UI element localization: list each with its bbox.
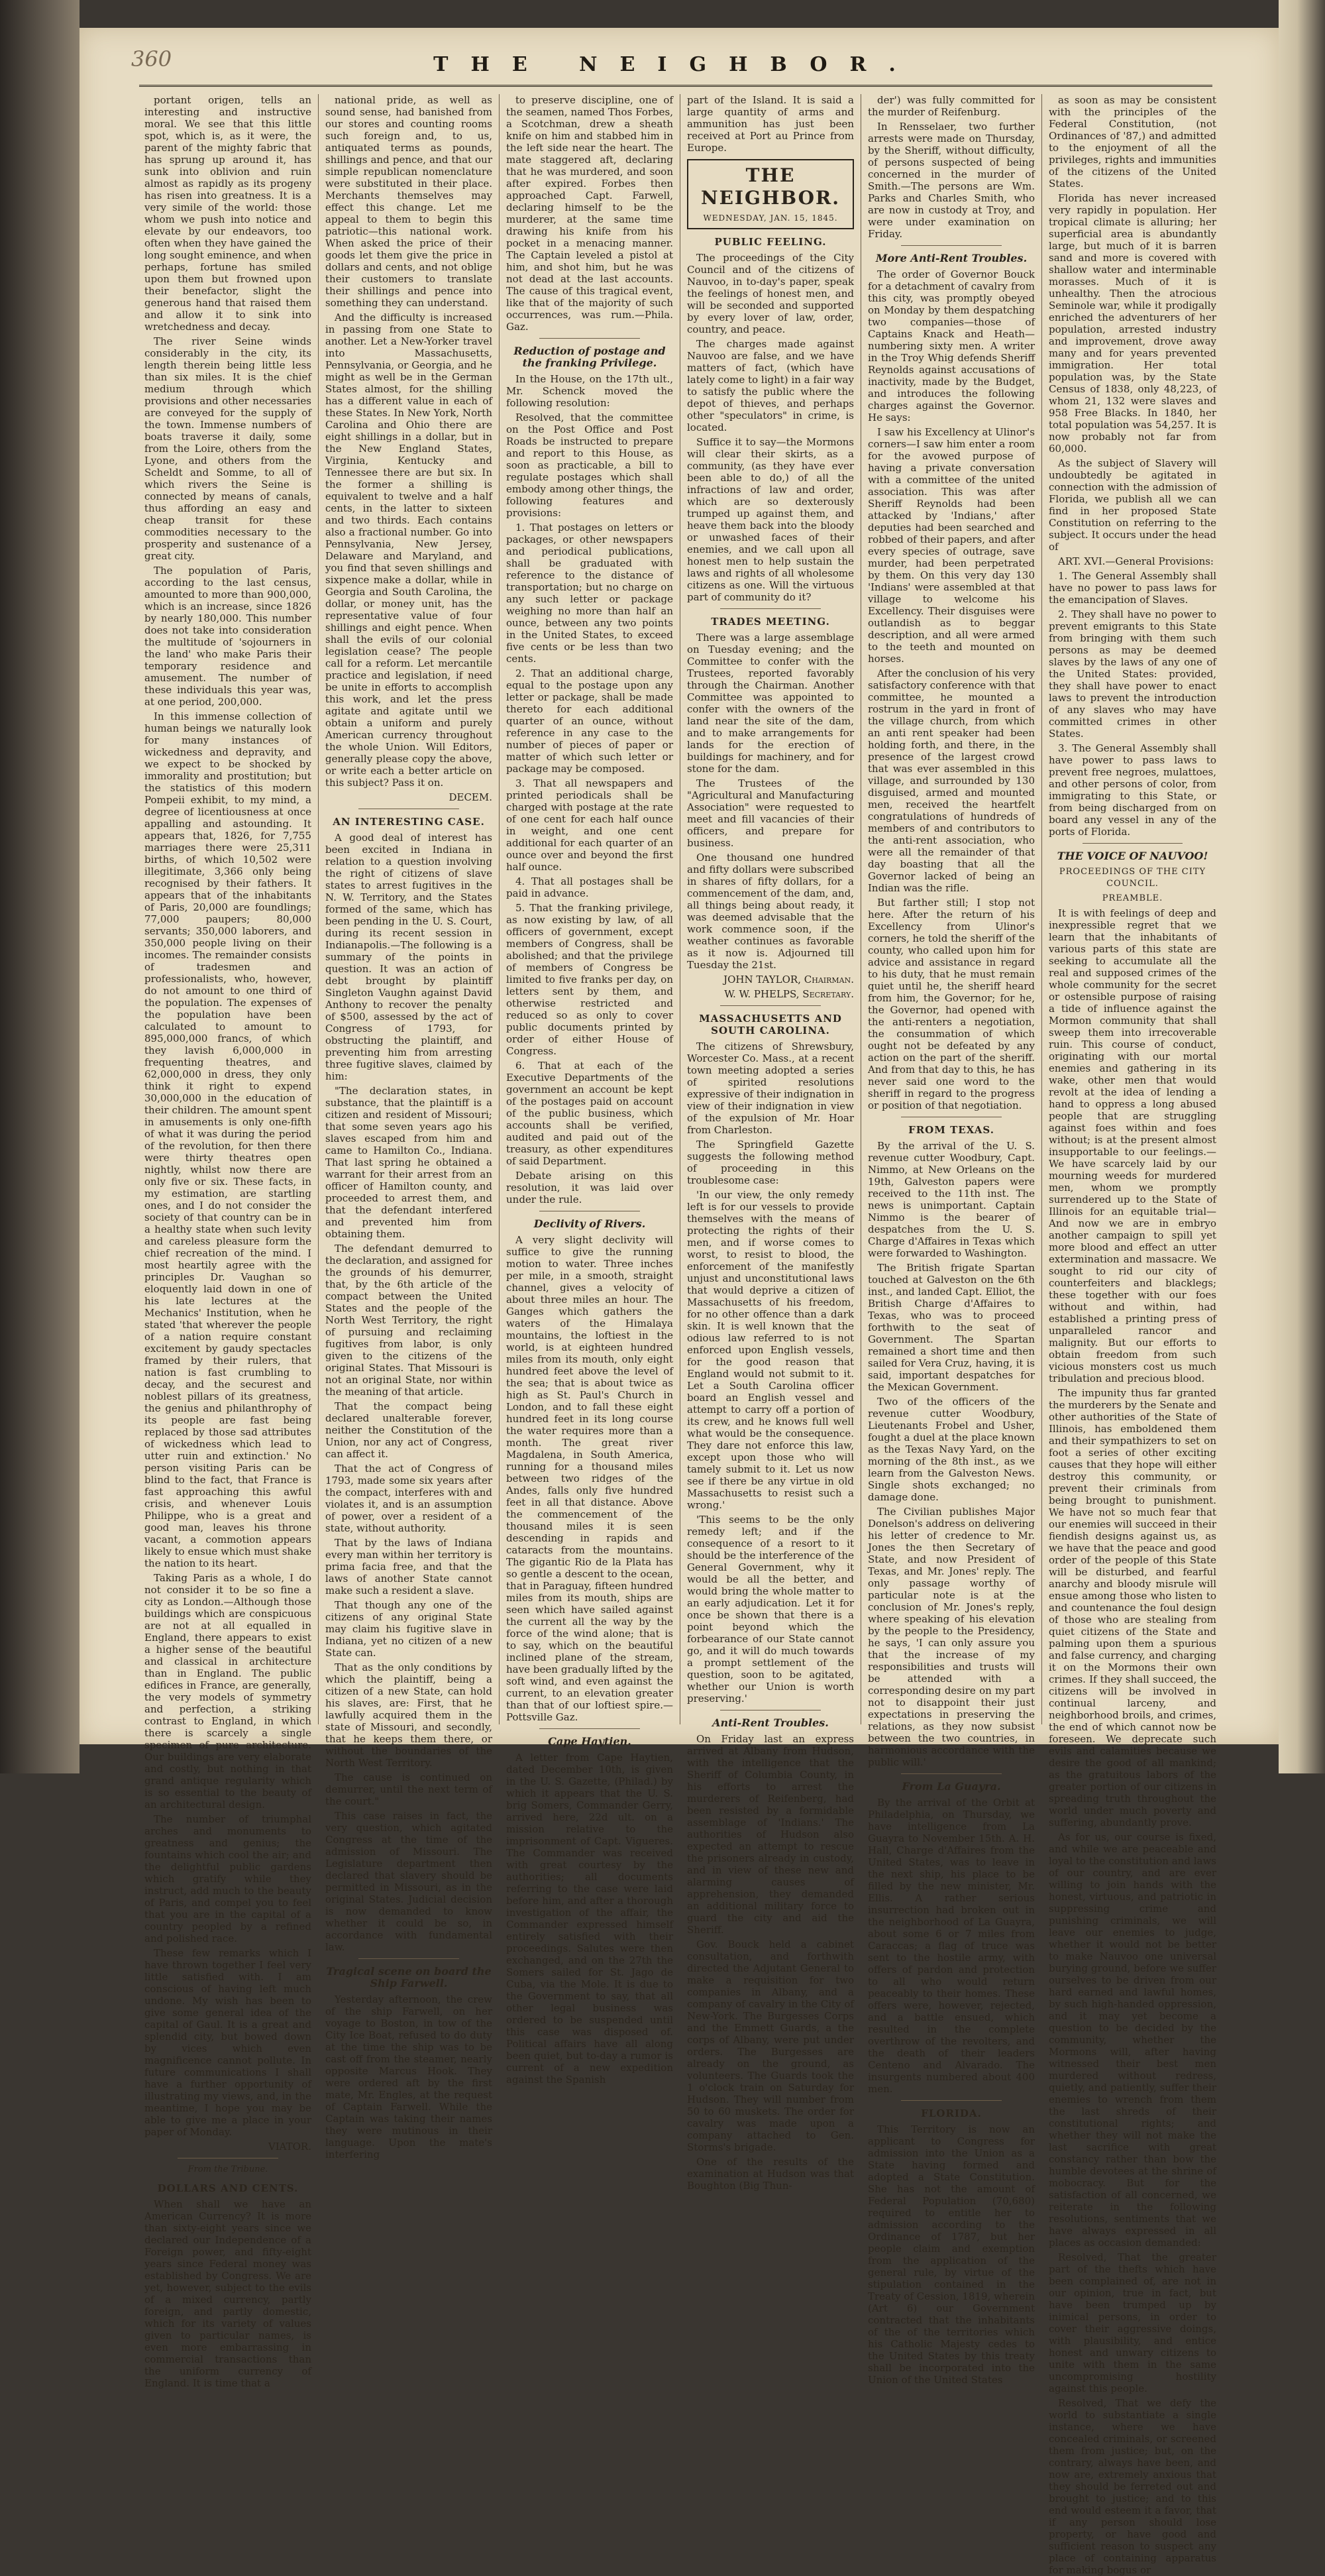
article-paragraph: But farther still; I stop not here. After the return of his Excellency from Ulinor's corners, he told the sheriff of the county, who called upon him for advice and assistance in regard to his duty, that he must remain quiet until he, the sheriff heard from him, the Governor; for he, the Governor, had opened with the anti-renters a negotiation, the consummation of which ought not be defeated by any action on the part of the sheriff. And from that day to this, he has never said one word to the sheriff in regard to the progress or position of that negotiation. (868, 897, 1035, 1111)
article-paragraph: That by the laws of Indiana every man within her territory is prima facia free, and that the laws of another State cannot make such a resident a slave. (325, 1537, 492, 1596)
article-heading: Reduction of postage and the franking Privilege. (513, 345, 666, 369)
article-paragraph: "The declaration states, in substance, that the plaintiff is a citizen and resident of Missouri; that some seven years ago his slaves escaped from him and came to Hamilton Co., Indiana. That last spring he obtained a warrant for their arrest from an officer of Hamilton county, and proceeded to arrest them, and that the defendant interfered and prevented him from obtaining them. (325, 1085, 492, 1240)
article-paragraph: That the act of Congress of 1793, made some six years after the compact, interferes with and violates it, and is an assumption of power, over a resident of a state, without authority. (325, 1463, 492, 1534)
divider (1083, 843, 1183, 844)
divider (720, 608, 820, 609)
article-heading: FROM TEXAS. (908, 1124, 994, 1136)
columns (138, 94, 1224, 2576)
article-heading: More Anti-Rent Troubles. (875, 252, 1028, 264)
article-paragraph: 'This seems to be the only remedy left; and if the consequence of a resort to it should be the interference of the General Government, why it would be all the better, and would bring the whole matter to an early adjudication. Let it for once be shown that there is a point beyond which the forbearance of our State cannot go, and it will do much towards a prompt settlement of the question, soon to be agitated, whether our Union is worth preserving.' (687, 1514, 854, 1705)
article-paragraph: The cause is continued on demurrer, until the next term of the court." (325, 1771, 492, 1807)
article-paragraph: The defendant demurred to the declaration, and assigned for the grounds of his demurrer, that, by the 6th article of the compact between the United States and the people of the North West Territory, the right of pursuing and reclaiming fugitives from labor, is only given to the citizens of the original States. That Missouri is not an original State, nor within the meaning of that article. (325, 1243, 492, 1398)
article-heading: TRADES MEETING. (711, 616, 830, 628)
article-paragraph: The charges made against Nauvoo are false, and we have matters of fact, (which have lately come to light) in a fair way to satisfy the public where the depot of thieves, and perhaps other "speculators" in crime, is located. (687, 338, 854, 433)
article-paragraph: Debate arising on this resolution, it was laid over under the rule. (506, 1170, 673, 1205)
article-paragraph: 2. That an additional charge, equal to the postage upon any letter or package, shall be made thereto for each additional quarter of an ounce, without reference in any case to the number of pieces of paper or matter of which such letter or package may be composed. (506, 667, 673, 775)
divider (539, 1728, 639, 1729)
article-paragraph: There was a large assemblage on Tuesday evening; and the Committee to confer with the Trustees, reported favorably through the Chairman. Another Committee was appointed to confer with the owners of the land near the site of the dam, and to make arrangements for lands for the erection of buildings for machinery, and for stone for the dam. (687, 632, 854, 775)
book-spine (0, 0, 80, 1773)
article-subheading: PROCEEDINGS OF THE CITY COUNCIL. (1059, 867, 1206, 889)
nameplate-title: THE NEIGHBOR. (701, 164, 840, 209)
signature: JOHN TAYLOR, Chairman. (723, 974, 854, 985)
article-paragraph: When shall we have an American Currency? It is more than sixty-eight years since we declared our Independence of a Foreign power, and fifty-eight years since Federal money was established by Congress. We are yet, however, subject to the evils of a mixed currency, partly foreign, and partly domestic, which for its variety of values given to particular names, is even more embarrassing in commercial transactions than the uniform currency of England. It is time that a (144, 2198, 311, 2389)
nameplate (687, 159, 854, 229)
article-heading: AN INTERESTING CASE. (333, 816, 485, 828)
article-paragraph: The impunity thus far granted the murderers by the Senate and other authorities of the State of Illinois, has emboldened them and their sympathizers to set on foot a series of other exciting causes that they hope will either destroy this community, or prevent their criminals from being brought to punishment. We have not so much fear that our enemies will succeed in their fiendish designs against us, as we have that the peace and good order of the people of this State will be disturbed, and fearful anarchy and bloody misrule will ensue among those who listen to and countenance the foul design of those who are stealing from quiet citizens of the State and palming upon them a spurious and false currency, and charging it on the Mormons their own crimes. If they shall succeed, the citizens will be involved in continual larceny, and neighborhood broils, and crimes, the end of which cannot now be foreseen. We deprecate such evils and calamities because we desire the good of all mankind; as the gratuitous labors of the greater portion of our citizens in spreading truth throughout the world under much poverty and suffering, abundantly prove. (1049, 1387, 1216, 1828)
article-paragraph: Two of the officers of the revenue cutter Woodbury, Lieutenants Frobel and Usher, fought a duel at the place known as the Texas Navy Yard, on the morning of the 8th inst., as we learn from the Galveston News. Single shots exchanged; no damage done. (868, 1396, 1035, 1503)
article-heading: MASSACHUSETTS AND SOUTH CAROLINA. (699, 1013, 842, 1036)
article-paragraph: 3. That all newspapers and printed periodicals shall be charged with postage at the rate of one cent for each half ounce in weight, and one cent additional for each quarter of an ounce over and beyond the first half ounce. (506, 777, 673, 873)
column-5 (861, 94, 1042, 2386)
column-4 (680, 94, 861, 2192)
divider (539, 338, 639, 339)
article-paragraph: By the arrival of the U. S. revenue cutter Woodbury, Capt. Nimmo, at New Orleans on the 19th, Galveston papers were received to the 11th inst. The news is unimportant. Captain Nimmo is the bearer of despatches from the U. S. Charge d'Affaires in Texas which were forwarded to Washington. (868, 1140, 1035, 1259)
article-paragraph: Gov. Bouck held a cabinet consultation, and forthwith directed the Adjutant General to make a requisition for two companies in Albany, and a company of cavalry in the City of New-York. The Burgesses Corps and the Emmett Guards, a the corps of Albany, were put under orders. The Burgesses are already on the ground, as volunteers. The Guards took the 1 o'clock train on Saturday for Hudson. They will number from 50 to 60 muskets. The order for cavalry was made upon a company attached to Gen. Storms's brigade. (687, 1938, 854, 2153)
article-heading: DOLLARS AND CENTS. (157, 2182, 299, 2194)
article-paragraph: And the difficulty is increased in passing from one State to another. Let a New-Yorker travel into Massachusetts, Pennsylvania, or Georgia, and he might as well be in the German States almost, for the shilling has a different value in each of these States. In New York, North Carolina and Ohio there are eight shillings in a dollar, but in the New England States, Virginia, Kentucky and Tennessee there are but six. In the former a shilling is equivalent to twelve and a half cents, in the latter to sixteen and two thirds. Each contains also a fractional number. Go into Pennsylvania, New Jersey, Delaware and Maryland, and you find that seven shillings and sixpence make a dollar, while in Georgia and South Carolina, the dollar, or money unit, has the representative value of four shillings and eight pence. When shall the evils of our colonial legislation cease? The people call for a reform. Let mercantile practice and legislation, if need be unite in efforts to accomplish this work, and let the press agitate and agitate until we obtain a uniform and purely American currency throughout the whole Union. Will Editors, generally please copy the above, or write each a better article on this subject? Pass it on. (325, 311, 492, 789)
signature: DECEM. (449, 791, 492, 803)
article-paragraph: Suffice it to say—the Mormons will clear their skirts, as a community, (as they have ever been able to do,) of all the infractions of law and order, which are so dexterously trumped up against them, and heave them back into the bloody or unwashed faces of their enemies, and we call upon all honest men to help sustain the laws and rights of all wholesome citizens as one. Will the virtuous part of community do it? (687, 436, 854, 603)
article-paragraph: Taking Paris as a whole, I do not consider it to be so fine a city as London.—Although those buildings which are conspicuous are not at all equalled in England, there appears to exist a higher sense of the beautiful and classical in architecture than in England. The public edifices in France, are generally, the very models of symmetry and perfection, a striking contrast to England, in which there is scarcely a single specimen of pure architecture. Our buildings are very elaborate and costly, but nothing in that grand antique regularity which is so essential to the beauty of an architectural design. (144, 1572, 311, 1811)
article-paragraph: ART. XVI.—General Provisions: (1058, 555, 1214, 567)
signature: VIATOR. (268, 2141, 311, 2153)
article-paragraph: That as the only conditions by which the plaintiff, being a citizen of a new State, can hold his slaves, are: First, that he lawfully acquired them in the state of Missouri, and secondly, that he keeps them there, or without the boundaries of the North West Territory. (325, 1661, 492, 1769)
article-paragraph: 1. That postages on letters or packages, or other newspapers and periodical publications, shall be graduated with reference to the distance of transportation; but no charge on any such letter or package weighing no more than half an ounce, between any two points in the United States, to exceed five cents or be less than two cents. (506, 522, 673, 665)
article-paragraph: The river Seine winds considerably in the city, its length therein being little less than six miles. It is the chief medium through which provisions and other necessaries are conveyed for the supply of the town. Immense numbers of boats traverse it daily, some from the Loire, others from the Lyone, and others from the Scheldt and Somme, to all of which rivers the Seine is connected by means of canals, thus affording an easy and cheap transit for these commodities necessary to the prosperity and sustenance of a great city. (144, 335, 311, 562)
article-paragraph: The Trustees of the "Agricultural and Manufacturing Association" were requested to meet and fill vacancies of their officers, and prepare for business. (687, 777, 854, 849)
article-paragraph: By the arrival of the Orbit at Philadelphia, on Thursday, we have intelligence from La Guayra to November 15th. A. H. Hall, Charge d'Affaires from the United States, was to leave in the next ship, his place to be filled by the new minister, Mr. Ellis. A rather serious insurrection had broken out in the neighborhood of La Guayra, about some 6 or 7 miles from Caraccas; a flag of truce was sent to the hostile army, with offers of pardon and protection to all who would return peaceably to their homes. These offers were, however, rejected, and a battle ensued, which resulted in the complete overthrow of the revolters, and the death of their leaders Centeno and Alvarado. The insurgents numbered about 400 men. (868, 1797, 1035, 2095)
article-paragraph: The citizens of Shrewsbury, Worcester Co. Mass., at a recent town meeting adopted a series of spirited resolutions expressive of their indignation in view of their indignation in view of the expulsion of Mr. Hoar from Charleston. (687, 1040, 854, 1136)
article-paragraph: 'In our view, the only remedy left is for our vessels to provide themselves with the means of protecting the rights of their men, and if worse comes to worst, to resist to blood, the enforcement of the manifestly unjust and unconstitutional laws that would deprive a citizen of Massachusetts of his freedom, for no other offence than a dark skin. It is well known that the odious law referred to is not enforced upon English vessels, for the good reason that England would not submit to it. Let a South Carolina officer board an English vessel and attempt to carry off a portion of its crew, and he knows full well what would be the consequence. They dare not enforce this law, except upon those who will tamely submit to it. Let us now see if there be any virtue in old Massachusetts to resist such a wrong.' (687, 1189, 854, 1511)
article-paragraph: This Territory is now an applicant to Congress for admission into the Union as a State having formed and adopted a State Constitution. She has not the amount of Federal Population (70,680) required to entitle her to admission according to the Ordinance of 1787, but her people claim and exemption from the application of the general rule, by virtue of the stipulation contained in the Treaty of Cession, 1819, wherein (Art 6) our Government contracted that the inhabitants of the of the territories which his Catholic Majesty cedes to the United States by this treaty shall be incorporated into the Union of the United States (868, 2123, 1035, 2386)
newspaper-page (80, 28, 1279, 2576)
article-paragraph: On Friday last an express arrived at Albany from Hudson, with the intelligence that the Sheriff of Columbia County, in his efforts to arrest the murderers of Reifenberg, had been resisted by a formidable assemblage of 'Indians.' The authorities of Hudson also expected an attempt to rescue the prisoners already in custody, and in view of these new and alarming causes of apprehension, they demanded an additional military force to guard the city and aid the Sheriff. (687, 1733, 854, 1936)
article-paragraph: The proceedings of the City Council and of the citizens of Nauvoo, in to-day's paper, speak the feelings of honest men, and will be seconded and supported by every lover of law, order, country, and peace. (687, 252, 854, 335)
article-paragraph: part of the Island. It is said a large quantity of arms and ammunition has just been received at Port au Prince from Europe. (687, 94, 854, 154)
article-paragraph: portant origen, tells an interesting and instructive moral. We see that this little spot, which is, as it were, the parent of the mighty fabric that has sprung up around it, has sunk into oblivion and ruin almost as rapidly as its progeny has risen into greatness. It is a very simile of the world: those whom we push into notice and elevate by our endeavors, too often when they have gained the long sought eminence, and when perhaps, fortune has smiled upon them but frowned upon their benefactor, slight the generous hand that raised them and allow it to sink into wretchedness and decay. (144, 94, 311, 333)
article-paragraph: One thousand one hundred and fifty dollars were subscribed in shares of fifty dollars, for a commencement of the dam, and, all things being about ready, it was deemed advisable that the work commence soon, if the weather continues as favorable as it now is. Adjourned till Tuesday the 21st. (687, 852, 854, 971)
article-paragraph: The British frigate Spartan touched at Galveston on the 6th inst., and landed Capt. Elliot, the British Charge d'Affaires to Texas, who was to proceed forthwith to the seat of Government. The Spartan remained a short time and then sailed for Vera Cruz, having, it is said, important despatches for the Mexican Government. (868, 1262, 1035, 1393)
article-heading: Cape Haytien. (548, 1735, 631, 1748)
article-paragraph: 6. That at each of the Executive Departments of the government an account be kept of the postages paid on account of the public business, which accounts shall be verified, audited and paid out of the treasury, as other expenditures of said Department. (506, 1060, 673, 1167)
article-heading: Declivity of Rivers. (533, 1217, 646, 1230)
facing-page-edge (1279, 0, 1325, 1773)
divider (901, 245, 1001, 246)
article-paragraph: After the conclusion of his very satisfactory conference with that committee, he mounted a rostrum in the yard in front of the village church, from which an anti rent speaker had been holding forth, and there, in the presence of the largest crowd that was ever assembled in this village, and surrounded by 130 disguised, armed and mounted men, received the heartfelt congratulations of hundreds of members of and contributors to the anti-rent association, who were all the remainder of that day boasting that all the Governor lacked of being an Indian was the rifle. (868, 667, 1035, 894)
article-paragraph: I saw his Excellency at Ulinor's corners—I saw him enter a room for the avowed purpose of having a private conversation with a committee of the united association. This was after Sheriff Reynolds had been attacked by 'Indians,' after deputies had been searched and robbed of their papers, and after every species of outrage, save murder, had been perpetrated by them. On this very day 130 'Indians' were assembled at that village to welcome his Excellency. Their disguises were outlandish as to beggar description, and all were armed to the teeth and mounted on horses. (868, 426, 1035, 665)
article-paragraph: In the House, on the 17th ult., Mr. Schenck moved the following resolution: (506, 373, 673, 409)
article-paragraph: Florida has never increased very rapidly in population. Her tropical climate is alluring; her superficial area is abundantly large, but much of it is barren sand and more is covered with shallow water and interminable morasses. Much of it is unhealthy. Then the atrocious Seminole war, while it prodigally enriched the adventurers of her population, arrested industry and improvement, drove away many and for years prevented immigration. Her total population was, by the State Census of 1838, only 48,223, of whom 21, 132 were slaves and 958 Free Blacks. In 1840, her total population was 54,257. It is now probably not far from 60,000. (1049, 192, 1216, 455)
article-paragraph: Resolved, that the committee on the Post Office and Post Roads be instructed to prepare and report to this House, as soon as practicable, a bill to regulate postages which shall embody among other things, the following features and provisions: (506, 412, 673, 519)
article-paragraph: A very slight declivity will suffice to give the running motion to water. Three inches per mile, in a smooth, straight channel, gives a velocity of about three miles an hour. The Ganges which gathers the waters of the Himalaya mountains, the loftiest in the world, is at eighteen hundred miles from its mouth, only eight hundred feet above the level of the sea; that is about twice as high as St. Paul's Church in London, and to fall these eight hundred feet in its long course the water requires more than a month. The great river Magdalena, in South America, running for a thousand miles between two ridges of the Andes, falls only five hundred feet in all that distance. Above the commencement of the thousand miles it is seen descending in rapids and cataracts from the mountains. The gigantic Rio de la Plata has so gentle a descent to the ocean, that in Paraguay, fifteen hundred miles from its mouth, ships are seen which have sailed against the current all the way by the force of the wind alone; that is to say, which on the beautiful inclined plane of the stream, have been gradually lifted by the soft wind, and even against the current, to an elevation greater than that of our loftiest spire.—Pottsville Gaz. (506, 1234, 673, 1723)
divider (358, 1958, 458, 1959)
article-paragraph: der') was fully committed for the murder of Reifenburg. (868, 94, 1035, 118)
article-paragraph: A letter from Cape Haytien, dated December 10th, is given in the U. S. Gazette, (Philad.) by which it appears that the U. S. brig Somers, Commander Gerry, arrived here, 22d ult. on a mission relative to the imprisonment of Capt. Vigueres. The Commander was received with great courtesy by the authorities; all documents referring to the case were laid before him, and after a thorough investigation of the affair, the Commander expressed himself entirely satisfied with their proceedings. Salutes were then exchanged, and on the 27th the Somers sailed for St. Jago de Cuba, via the Mole. It is due to the Government to say, that all other legal business was ordered to be suspended until this case was disposed of. Political affairs have all along been quiet, but to-day a rumor is current of a new expedition against the Spanish (506, 1752, 673, 2086)
article-paragraph: The Springfield Gazette suggests the following method of proceeding in this troublesome case: (687, 1139, 854, 1186)
article-heading: Anti-Rent Troubles. (712, 1716, 829, 1729)
column-6 (1042, 94, 1223, 2576)
column-3 (500, 94, 680, 2086)
article-heading: Tragical scene on board the Ship Farwell. (326, 1965, 492, 1989)
article-heading: FLORIDA. (921, 2107, 982, 2119)
article-paragraph: As the subject of Slavery will undoubtedly be agitated in connection with the admission of Florida, we publish all we can find in her proposed State Constitution on referring to the subject. It occurs under the head of (1049, 457, 1216, 553)
article-paragraph: 1. The General Assembly shall have no power to pass laws for the emancipation of Slaves. (1049, 570, 1216, 606)
source-credit: From the Tribune. (187, 2164, 268, 2174)
article-paragraph: The order of Governor Bouck for a detachment of cavalry from this city, was promptly obeyed on Monday by them despatching two companies—those of Captains Knack and Heath—numbering sixty men. A writer in the Troy Whig defends Sheriff Reynolds against accusations of inactivity, made by the Budget, and introduces the following charges against the Governor. He says: (868, 268, 1035, 423)
page-number: 360 (131, 46, 172, 72)
article-paragraph: In this immense collection of human beings we naturally look for many instances of wickedness and depravity, and we expect to be shocked by immorality and prostitution; but the statistics of this modern Pompeii exhibit, to my mind, a degree of licentiousness at once appalling and astounding. It appears that, 1826, for 7,755 marriages there were 25,311 births, of which 10,502 were illegitimate, 3,366 only being recognised by their fathers. It appears that of the inhabitants of Paris, 20,000 are foundlings; 77,000 paupers; 80,000 servants; 350,000 laborers, and 350,000 people living on their incomes. The remainder consists of tradesmen and professionalists, who, however, do not amount to one third of the population. The expenses of the population have been calculated to amount to 895,000,000 francs, of which they lavish 6,000,000 in frequenting theatres, and 62,000,000 in dress, they only think it right to expend 30,000,000 in the education of their children. The amount spent in amusements is only one-fifth of what it was during the period of the revolution, for then there were thirty theatres open nightly, whilst now there are only five or six. These facts, in my estimation, are startling ones, and I do not consider the society of that country can be in a healthy state when such levity and careless pleasure form the chief recreation of the mind. I most heartily agree with the principles Dr. Vaughan so eloquently laid down in one of his late lectures at the Mechanics' Institution, when he stated 'that wherever the people of a nation require constant excitement by gaudy spectacles framed by their rulers, that nation is fast crumbling to decay, and the securest and noblest pillars of its greatness, the genius and philanthrophy of its people are fast being replaced by those sad attributes of wickedness which lead to utter ruin and extinction.' No person visiting Paris can be blind to the fact, that France is fast approaching this awful crisis, and whenever Louis Philippe, who is a great and good man, leaves his throne vacant, a commotion appears likely to ensue which must shake the nation to its heart. (144, 710, 311, 1569)
article-paragraph: Resolved, That the greater part of the thefts which have been complained of, are not in our opinion, true in fact, but have been trumped up by inimical persons, in order to cover their aggressive doings, with plausibility, and entice honest and unwary citizens to unite with them in the same uncompromising hostility against this people. (1049, 2251, 1216, 2394)
article-paragraph: This case raises in fact, the very question, which agitated Congress at the time of the admission of Missouri. The Legislature department then declared that slavery should be permitted in Missouri, as in the original States. Judicial decision is now demanded to know whether it could be so, in accordance with fundamental law. (325, 1810, 492, 1953)
article-paragraph: to preserve discipline, one of the seamen, named Thos Forbes, a Scotchman, drew a sheath knife on him and stabbed him in the left side near the heart. The mate staggered aft, declaring that he was murdered, and soon after expired. Forbes then approached Capt. Farwell, declaring himself to be the murderer, at the same time drawing his knife from his pocket in a menacing manner. The Captain leveled a pistol at him, and shot him, but he was not dead at the last accounts. The cause of this tragical event, like that of the majority of such occurrences, was rum.—Phila. Gaz. (506, 94, 673, 333)
article-heading: From La Guayra. (902, 1780, 1001, 1793)
column-2 (319, 94, 500, 2160)
article-paragraph: In Rensselaer, two further arrests were made on Thursday, by the Sheriff, without difficulty, of persons suspected of being concerned in the murder of Smith.—The persons are Wm. Parks and Charles Smith, who are now in custody at Troy, and were under examination on Friday. (868, 121, 1035, 240)
article-paragraph: 3. The General Assembly shall have power to pass laws to prevent free negroes, mulattoes, and other persons of color, from immigrating to this State, or from being discharged from on board any vessel in any of the ports of Florida. (1049, 742, 1216, 838)
article-paragraph: 5. That the franking privilege, as now existing by law, of all officers of government, except members of Congress, shall be abolished; and that the privilege of members of Congress be limited to five franks per day, on letters sent by them, and otherwise restricted and reduced so as only to cover public documents printed by order of either House of Congress. (506, 902, 673, 1057)
article-paragraph: It is with feelings of deep and inexpressible regret that we learn that the inhabitants of various parts of this state are seeking to accumulate all the real and supposed crimes of the whole community for the secret or ostensible purpose of raising a tide of influence against the Mormon community that shall sweep them into irrecoverable ruin. This course of conduct, originating with our mortal enemies and gathering in its wake, other men that would revolt at the idea of lending a hand to oppress a long abused people that are struggling against foes within and foes without; is at the present almost insupportable to our feelings.—We have scarcely laid by our mourning weeds for murdered men, whom we promptly surrendered up to the State of Illinois for an equitable trial—And now we are in embryo another campaign to spill yet more blood and effect an utter extermination and massacre. We sought to rid our city of counterfeiters and blacklegs; these together with our foes without and within, had established a printing press of unparalleled rancor and malignity. But our efforts to obtain freedom from such vicious monsters cost us much tribulation and precious blood. (1049, 907, 1216, 1384)
divider (901, 1773, 1001, 1774)
article-paragraph: The number of triumphal arches and monuments to greatness and genius; the fountains which cool the air; and the delightful public gardens which gratify while they instruct, add much to the beauty of Paris, and compel you to feel that you are in the capital of a country peopled by a refined and polished race. (144, 1813, 311, 1944)
article-paragraph: The population of Paris, according to the last census, amounted to more than 900,000, which is an increase, since 1826 by nearly 180,000. This number does not take into consideration the multitude of 'sojourners in the land' who make Paris their temporary residence and amusement. The number of these individuals this year was, at one period, 200,000. (144, 565, 311, 708)
article-paragraph: As for us, our course is fixed, and while we are peaceable and loyal to the constitution and laws of our country, and are ever willing to join hands with the honest, virtuous, and patriotic in suppressing crime and punishing criminals, we will leave our enemies to judge, whether it would not be better to make Nauvoo one universal burying ground, before we suffer ourselves to be driven from our hard earned and lawful homes, by such high-handed oppression, and it may yet become a question to be decided by the community, whether the Mormons will, after having witnessed their best men murdered without redress, quietly, and patiently, suffer their enemies to wrench from them the last shreds of their constitutional rights; and whether they will not make the last sacrifice with great constancy rather than bow the humble devotees at the shrine of mobocracy. But for the satisfaction of all concerned, we reiterate in the following resolutions, sentiments that we have always expressed in all places as occasion demanded: (1049, 1831, 1216, 2249)
masthead-title: THE NEIGHBOR. (433, 53, 918, 76)
column-1 (138, 94, 319, 2389)
article-paragraph: 4. That all postages shall be paid in advance. (506, 875, 673, 899)
signature: W. W. PHELPS, Secretary. (724, 988, 854, 1000)
masthead (139, 45, 1212, 87)
article-paragraph: Yesterday afternoon, the crew of the ship Farwell, on her voyage to Boston, in tow of the City Ice Boat, refused to do duty at the time the ship was to be cast off from the steamer, nearly opposite Marcus Hook. They were ordered aft by the first mate, Mr. Engles, at the request of Captain Farwell. While the Captain was taking their names they were mutinous in their language. Upon the mate's interfering (325, 1993, 492, 2160)
divider (901, 2100, 1001, 2101)
article-paragraph: One of the results of the examination at Hudson was that Boughton (Big Thun- (687, 2156, 854, 2192)
article-paragraph: 2. They shall have no power to prevent emigrants to this State from bringing with them such persons as may be deemed slaves by the laws of any one of the United States: provided, they shall have power to enact laws to prevent the introduction of any slaves who may have committed crimes in other States. (1049, 608, 1216, 740)
article-paragraph: That though any one of the citizens of any original State may claim his fugitive slave in Indiana, yet no citizen of a new State can. (325, 1599, 492, 1659)
article-heading: THE VOICE OF NAUVOO! (1057, 850, 1208, 862)
article-paragraph: national pride, as well as sound sense, had banished from our stores and counting rooms such foreign and, to us, antiquated terms as pounds, shillings and pence, and that our simple republican nomenclature were substituted in their place. Merchants themselves may effect this change. Let me appeal to them to begin this patriotic—this national work. When asked the price of their goods let them give the price in dollars and cents, and not oblige their customers to translate their shillings and pence into something they can understand. (325, 94, 492, 309)
article-paragraph: The Civilian publishes Major Donelson's address on delivering his letter of credence to Mr. Jones the then Secretary of State, and now President of Texas, and Mr. Jones' reply. The only passage worthy of particular note is at the conclusion of Mr. Jones's reply, where speaking of his elevation by the people to the Presidency, he says, 'I can only assure you that the increase of my responsibilities and trusts will be attended with a corresponding desire on my part not to disappoint their just expectations in preserving the relations, as they now subsist between the two countries, in harmonious accordance with the public will.' (868, 1506, 1035, 1768)
article-heading: PUBLIC FEELING. (714, 236, 827, 248)
nameplate-date: WEDNESDAY, JAN. 15, 1845. (703, 213, 838, 223)
article-paragraph: That the compact being declared unalterable forever, neither the Constitution of the Union, nor any act of Congress, can affect it. (325, 1400, 492, 1460)
article-paragraph: A good deal of interest has been excited in Indiana in relation to a question involving the right of citizens of slave states to arrest fugitives in the N. W. Territory, and the States formed of the same, which has been pending in the U. S. Court, during its recent session in Indianapolis.—The following is a summary of the points in question. It was an action of debt brought by plaintiff Singleton Vaughn against David Anthony to recover the penalty of $500, assessed by the act of Congress of 1793, for obstructing the plaintiff, and preventing him from arresting three fugitive slaves, claimed by him: (325, 832, 492, 1082)
preamble-label: PREAMBLE. (1102, 893, 1163, 903)
article-paragraph: as soon as may be consistent with the principles of the Federal Constitution, (not Ordinances of '87,) and admitted to the enjoyment of all the privileges, rights and immunities of the citizens of the United States. (1049, 94, 1216, 190)
article-paragraph: These few remarks which I have thrown together I feel very little satisfied with. I am conscious of having left much undone. My wish has been to give some general idea of the capital of Gaul. It is a great and splendid city, but bowed down by vices which even magnificence cannot pollute. In future communications I shall have a further opportunity of illustrating my views, and, in the meantime, I hope you may be able to give me a place in your paper of Monday. (144, 1947, 311, 2138)
divider (720, 1005, 820, 1006)
article-paragraph: Resolved, That we defy the world to substantiate a single instance, where we have concealed criminals, or screened them from justice; but, on the contrary, always have been, and now are, extremely anxious that they should be ferreted out and brought to justice; and to this end would esteem it a favor, that if any person should lose property, or have good and sufficient reason to suspect any place of containing apparatus for making bogus or (1049, 2397, 1216, 2576)
